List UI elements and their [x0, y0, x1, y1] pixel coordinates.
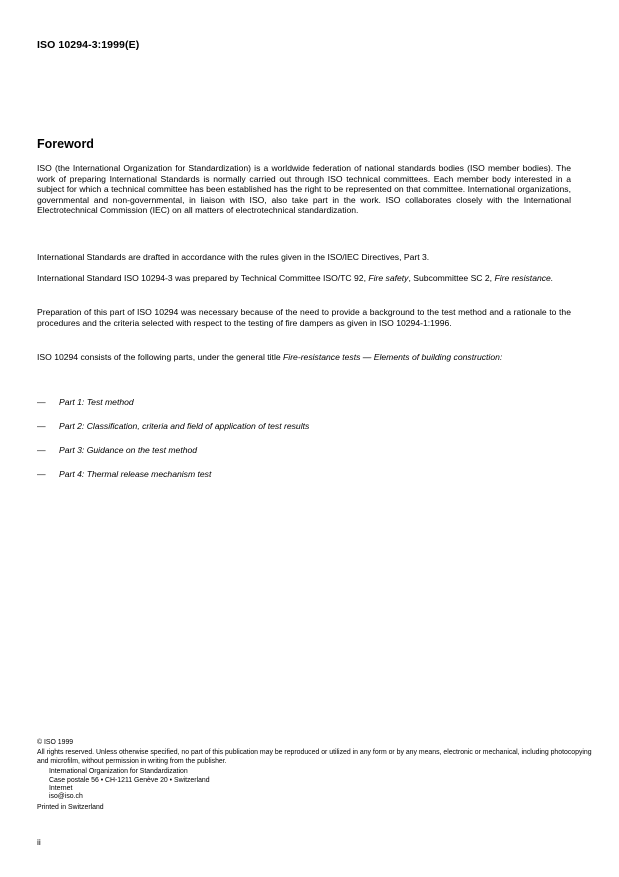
- copyright-block: [37, 739, 597, 812]
- organization-name: International Organization for Standardization: [49, 768, 188, 776]
- list-dash: —: [37, 421, 46, 431]
- list-dash: —: [37, 445, 46, 455]
- internet-label: Internet: [49, 785, 73, 793]
- foreword-paragraph-4: Preparation of this part of ISO 10294 was necessary because of the need to provide a background to the test method and a rationale to the procedures and the criteria selected with respect to the testing of fire dampers as given in ISO 10294-1:1996.: [37, 307, 571, 328]
- paragraph-5-text-a: ISO 10294 consists of the following parts, under the general title: [37, 352, 284, 362]
- list-dash: —: [37, 469, 46, 479]
- postal-address: Case postale 56 • CH-1211 Genève 20 • Switzerland: [49, 776, 210, 784]
- publisher-address: [37, 768, 597, 802]
- paragraph-5-italic-a: Fire-resistance tests — Elements of building construction:: [283, 352, 503, 362]
- foreword-heading: Foreword: [37, 137, 94, 151]
- part-4-label: Part 4: Thermal release mechanism test: [59, 469, 212, 479]
- paragraph-3-italic-a: Fire safety: [368, 273, 409, 283]
- foreword-paragraph-2: International Standards are drafted in accordance with the rules given in the ISO/IEC Directives, Part 3.: [37, 252, 430, 262]
- part-1-label: Part 1: Test method: [59, 397, 134, 407]
- foreword-paragraph-3: [37, 273, 571, 284]
- printed-in: Printed in Switzerland: [37, 803, 104, 811]
- part-list-item: [37, 469, 211, 480]
- rights-statement: All rights reserved. Unless otherwise specified, no part of this publication may be reproduced or utilized in any form or by any means, electronic or mechanical, including photocopying and microfilm, without permission in writing from the publisher.: [37, 749, 592, 765]
- foreword-paragraph-1: ISO (the International Organization for Standardization) is a worldwide federation of national standards bodies (ISO member bodies). The work of preparing International Standards is normally carried out through ISO technical committees. Each member body interested in a subject for which a technical committee has been established has the right to be represented on that committee. International organizations, governmental and non-governmental, in liaison with ISO, also take part in the work. ISO collaborates closely with the International Electrotechnical Commission (IEC) on all matters of electrotechnical standardization.: [37, 163, 571, 215]
- part-list-item: [37, 445, 197, 456]
- copyright-notice: © ISO 1999: [37, 739, 74, 746]
- part-3-label: Part 3: Guidance on the test method: [59, 445, 198, 455]
- paragraph-3-text-b: , Subcommittee SC 2,: [408, 273, 495, 283]
- foreword-paragraph-5: [37, 352, 571, 363]
- list-dash: —: [37, 397, 46, 407]
- internet-email: iso@iso.ch: [49, 793, 83, 801]
- part-list-item: [37, 421, 309, 432]
- page-number: ii: [37, 837, 41, 847]
- paragraph-3-text-a: International Standard ISO 10294-3 was prepared by Technical Committee ISO/TC 92,: [37, 273, 369, 283]
- internet-contact: [49, 785, 597, 802]
- document-identifier: ISO 10294-3:1999(E): [37, 39, 140, 51]
- paragraph-3-italic-b: Fire resistance.: [494, 273, 554, 283]
- part-2-label: Part 2: Classification, criteria and field of application of test results: [59, 421, 310, 431]
- part-list-item: [37, 397, 134, 408]
